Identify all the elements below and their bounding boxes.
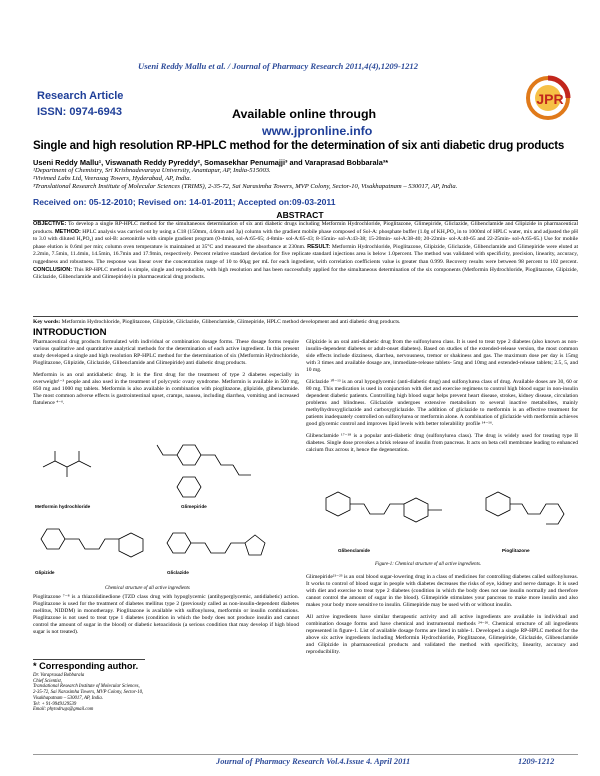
affiliation-1: ¹Department of Chemistry, Sri Krishnadevaraya University, Anantapur, AP, India-515003. xyxy=(33,167,271,174)
corresponding-heading: * Corresponding author. xyxy=(33,661,139,671)
issn: ISSN: 0974-6943 xyxy=(37,106,122,118)
intro-paragraph-1: Pharmaceutical drug products formulated with individual or combination dosage forms. These dosage forms require various qualitative and quantitative analytical methods for the determination of each active ingredient. In this present study developed a single and high resolution RP-HPLC method for the determination of six (Metformin Hydrochloride, Pioglitazone, Glipizide, Gliclazide, Glibenclamide and Glimepiride) anti diabetic drug products. xyxy=(33,339,299,366)
intro-paragraph-3: Pioglitazone ⁷⁻⁸ is a thiazolidinedione (TZD class drug with hypoglycemic (antihyperglycemic, antidiabetic) action. Pioglitazone is used for the treatment of diabetes mellitus type 2 (previously called as non-insulin-dependent diabetes mellitus, NIDDM) in monotherapy. Pioglitazone is available with sulfonylurea, metformin or insulin combinations. Pioglitazone is not used to treat type 1 diabetes (condition in which the body does not produce insulin and cannot control the amount of sugar in the blood) or diabetic ketoacidosis (a serious condition that may develop if high blood sugar is not treated). xyxy=(33,594,299,635)
structures-drawing xyxy=(33,437,268,587)
corr-email[interactable]: Email: phytodrugs@gmail.com xyxy=(33,707,94,713)
label-glipizide: Glipizide xyxy=(35,570,55,575)
journal-logo xyxy=(520,66,584,130)
abstract-bottom-rule xyxy=(33,316,578,317)
corr-line: Dr. Varaprasad Bobbarala xyxy=(33,673,85,678)
corr-line: Translational Research Institute of Molecular Sciences, xyxy=(33,684,140,690)
objective-text: To develop a single RP-HPLC method for the simultaneous determination of six anti diabetic drugs including Metformin Hydrochloride, Pioglitazone, Glimepiride, Gliclazide, Glibenclamide and Glipizide in pharmaceutical products. xyxy=(33,221,578,235)
article-type: Research Article xyxy=(37,90,124,102)
abstract-body xyxy=(33,221,578,282)
abstract-heading: ABSTRACT xyxy=(276,210,324,220)
intro-paragraph-2: Metformin is an oral antidiabetic drug. It is the first drug for the treatment of type 2 diabetes especially in overweight¹⁻³ people and also used in the treatment of polycystic ovary syndrome. Metformin is available in 500 mg, 850 mg and 1000 mg tablets. Metformin is also available in combination with pioglitazone, glipizide, glibenclamide. The most common adverse effects is gastrointestinal upset, cramps, nausea, including diarrhea, vomiting and increased flatulence ⁴⁻⁶. xyxy=(33,372,299,406)
corresponding-rule xyxy=(33,659,145,660)
gliclazide-paragraph: Gliclazide ¹⁰⁻¹³ is an oral hypoglycemic (anti-diabetic drug) and sulfonylurea class of drug. Available doses are 30, 60 or 80 mg. This medication is used in conjunction with diet and exercise regimens to control high blood sugar in non-insulin dependent diabetic patients. Controlling high blood sugar helps prevent heart disease, strokes, kidney disease, circulation problems and blindness. Gliclazide undergoes extensive metabolism to several inactive metabolites, mainly methylhydroxygliclazide and carboxygliclazide. The addition of gliclazide to metformin is an effective treatment for patients inadequately controlled on sulfonylurea or metformin alone. A combination of gliclazide with metformin achieves good glycemic control and improves lipid levels with better tolerability profile ¹⁴⁻¹⁶. xyxy=(306,379,578,427)
left-column-bottom xyxy=(33,594,299,641)
article-dates: Received on: 05-12-2010; Revised on: 14-01-2011; Accepted on:09-03-2011 xyxy=(33,197,336,207)
left-column-top xyxy=(33,339,299,412)
glipizide-paragraph: Glipizide is an oral anti-diabetic drug from the sulfonylurea class. It is used to treat type 2 diabetes (also known as non-insulin-dependent diabetes or adult-onset diabetes). Based on studies of the extended-release version, the most common side effects include dizziness, diarrhea, nervousness, tremor or shakiness and gas. The maximum dose per day is 15mg with 3 times and available dosage are, immediate-release tablets- 5mg and 10mg and extended-release tablets; 2.5, 5, and 10 mg. xyxy=(306,339,578,373)
corr-line: Tel: + 91-9949129539 xyxy=(33,701,77,707)
glibenclamide-paragraph: Glibenclamide ¹⁷⁻¹⁸ is a popular anti-diabetic drug (sulfonylurea class). The drug is widely used for treating type II diabetes. Single dose provokes a brisk release of insulin from pancreas. It acts on beta cell membrane leading to enhanced calcium flux across it, hence the degeneration. xyxy=(306,433,578,453)
intro-heading: INTRODUCTION xyxy=(33,327,107,338)
author-list: Useni Reddy Mallu¹, Viswanath Reddy Pyreddy², Somasekhar Penumajji³ and Varaprasad Bobbarala³* xyxy=(33,158,389,167)
right-figure-caption: Figure-1: Chemical structure of all active ingredients. xyxy=(375,562,482,567)
objective-label: OBJECTIVE: xyxy=(33,221,67,227)
footer-pages: 1209-1212 xyxy=(518,757,555,766)
method-text: HPLC analysis was carried out by using a C18 (150mm, 4.6mm and 3μ) column with the gradient mobile phase composed of Sol-A: phosphate buffer (1.0g of KH₂PO₄ in to 1000ml of HPLC water, mix and adjusted the pH to 3.0 with diluted H₃PO₄) and sol-B: acetonitrile with simple gradient program (0-4min, sol-A:65-65; 4-8min- sol-A:65-43; 8-15min- sol-A:43-38; 15-20min- sol-A:38-40; 20-22min- sol-A:40-65 and 22-25min- sol-A:65-65.) Use for mobile phase elution is 0.6ml per min; column oven temperature is maintained at 35°C and measured the absorbance at 230nm. xyxy=(33,228,579,250)
article-title: Single and high resolution RP-HPLC method for the determination of six anti diabetic drug products xyxy=(33,139,565,152)
logo-graphic xyxy=(520,66,584,130)
conclusion-label: CONCLUSION: xyxy=(33,266,73,273)
keywords-text: Metformin Hydrochloride, Pioglitazone, Glipizide, Gliclazide, Glibenclamide, Glimepiride, HPLC method development and anti diabetic drug products. xyxy=(61,319,401,325)
left-figure-caption: Chemical structure of all active ingredients xyxy=(105,586,190,591)
logo-text: JPR xyxy=(536,91,564,107)
affiliation-3: ³Translational Research Institute of Molecular Sciences (TRIMS), 2-35-72, Sai Narasimha Towers, MVP Colony, Sector-10, Visakhapatnam – 530017, AP, India. xyxy=(33,183,458,190)
chemical-structures-left xyxy=(33,437,268,587)
corr-line: Visakhapatnam – 530017, AP, India. xyxy=(33,695,103,701)
label-metformin: Metformin hydrochloride xyxy=(35,504,91,509)
label-glimepiride: Glimepiride xyxy=(181,504,207,509)
label-glibenclamide: Glibenclamide xyxy=(338,548,371,553)
right-column-top xyxy=(306,339,578,459)
result-label: RESULT: xyxy=(307,243,331,250)
footer-journal: Journal of Pharmacy Research Vol.4.Issue 4. April 2011 xyxy=(216,757,411,766)
label-pioglitazone: Pioglitazone xyxy=(502,548,530,553)
label-gliclazide: Gliclazide xyxy=(167,570,189,575)
keywords xyxy=(33,319,578,325)
keywords-label: Key words: xyxy=(33,319,61,325)
running-header: Useni Reddy Mallu et al. / Journal of Pharmacy Research 2011,4(4),1209-1212 xyxy=(138,61,419,71)
corresponding-details xyxy=(33,673,283,713)
summary-paragraph: All active ingredients have similar therapeutic activity and all active ingredients are available in individual and combination dosage forms and have chemical and instrumental methods ²⁴⁻²⁶. Chemical structure of all ingredients represented in figure-1. List of available dosage forms are listed in table-1. Developed a single RP-HPLC method for the above six active ingredients including Metformin Hydrochloride, Pioglitazone, Glimepiride, Gliclazide, Glibenclamide and Glipizide in pharmaceutical products and validated the method with specificity, linearity, accuracy and reproducibility. xyxy=(306,614,578,655)
glimepiride-paragraph: Glimepiride²¹⁻²³ is an oral blood sugar-lowering drug in a class of medicines for controlling diabetes called sulfonylureas. It works to control of blood sugar in people with diabetes decreases the risks of eye, kidney and nerve damage. It is used with diet and exercise to treat type 2 diabetes (condition in which the body does not use insulin normally and therefore cannot control the amount of sugar in the blood). Glimepiride stimulates your pancreas to make more insulin and also makes your body more sensitive to insulin. Glimepiride may be used with or without insulin. xyxy=(306,574,578,608)
right-column-bottom xyxy=(306,574,578,661)
available-online: Available online through xyxy=(232,107,377,121)
method-label: METHOD: xyxy=(54,228,81,235)
result-text: Metformin Hydrochloride, Pioglitazone, Glipizide, Gliclazide, Glibenclamide and Glimepiride were eluted at 2.2min, 7.5min, 11.4min, 14.5min, 16.7min and 17.9min, respectively. Percent relative standard deviation for five replicate standard injections area is below 1.0percent. The method was validated with specificity, precision, linearity, accuracy, ruggedness and robustness. The response was linear over the concentration range of 10 to 60μg per mL for each ingredient, with correlation coefficients value is greater than 0.999. Recovery results were between 98 percent to 102 percent. xyxy=(33,243,578,265)
corr-line: Chief Scientist, xyxy=(33,678,63,684)
conclusion-text: This RP-HPLC method is simple, single and reproducible, with high resolution and has been successfully applied for the simultaneous determination of the six components (Metformin Hydrochloride, Pioglitazone, Glipizide, Gliclazide, Glibenclamide and Glimepiride) in pharmaceutical drug products. xyxy=(33,266,578,281)
footer-rule xyxy=(33,754,578,755)
structures-drawing-right xyxy=(306,478,578,558)
chemical-structures-right xyxy=(306,478,578,558)
affiliation-2: ²Vivimed Labs Ltd, Veerasag Towers, Hyderabad, AP, India. xyxy=(33,175,192,182)
journal-url[interactable]: www.jpronline.info xyxy=(262,124,373,138)
corr-line: 2-35-72, Sai Narasimha Towers, MVP Colony, Sector-10, xyxy=(33,690,144,696)
